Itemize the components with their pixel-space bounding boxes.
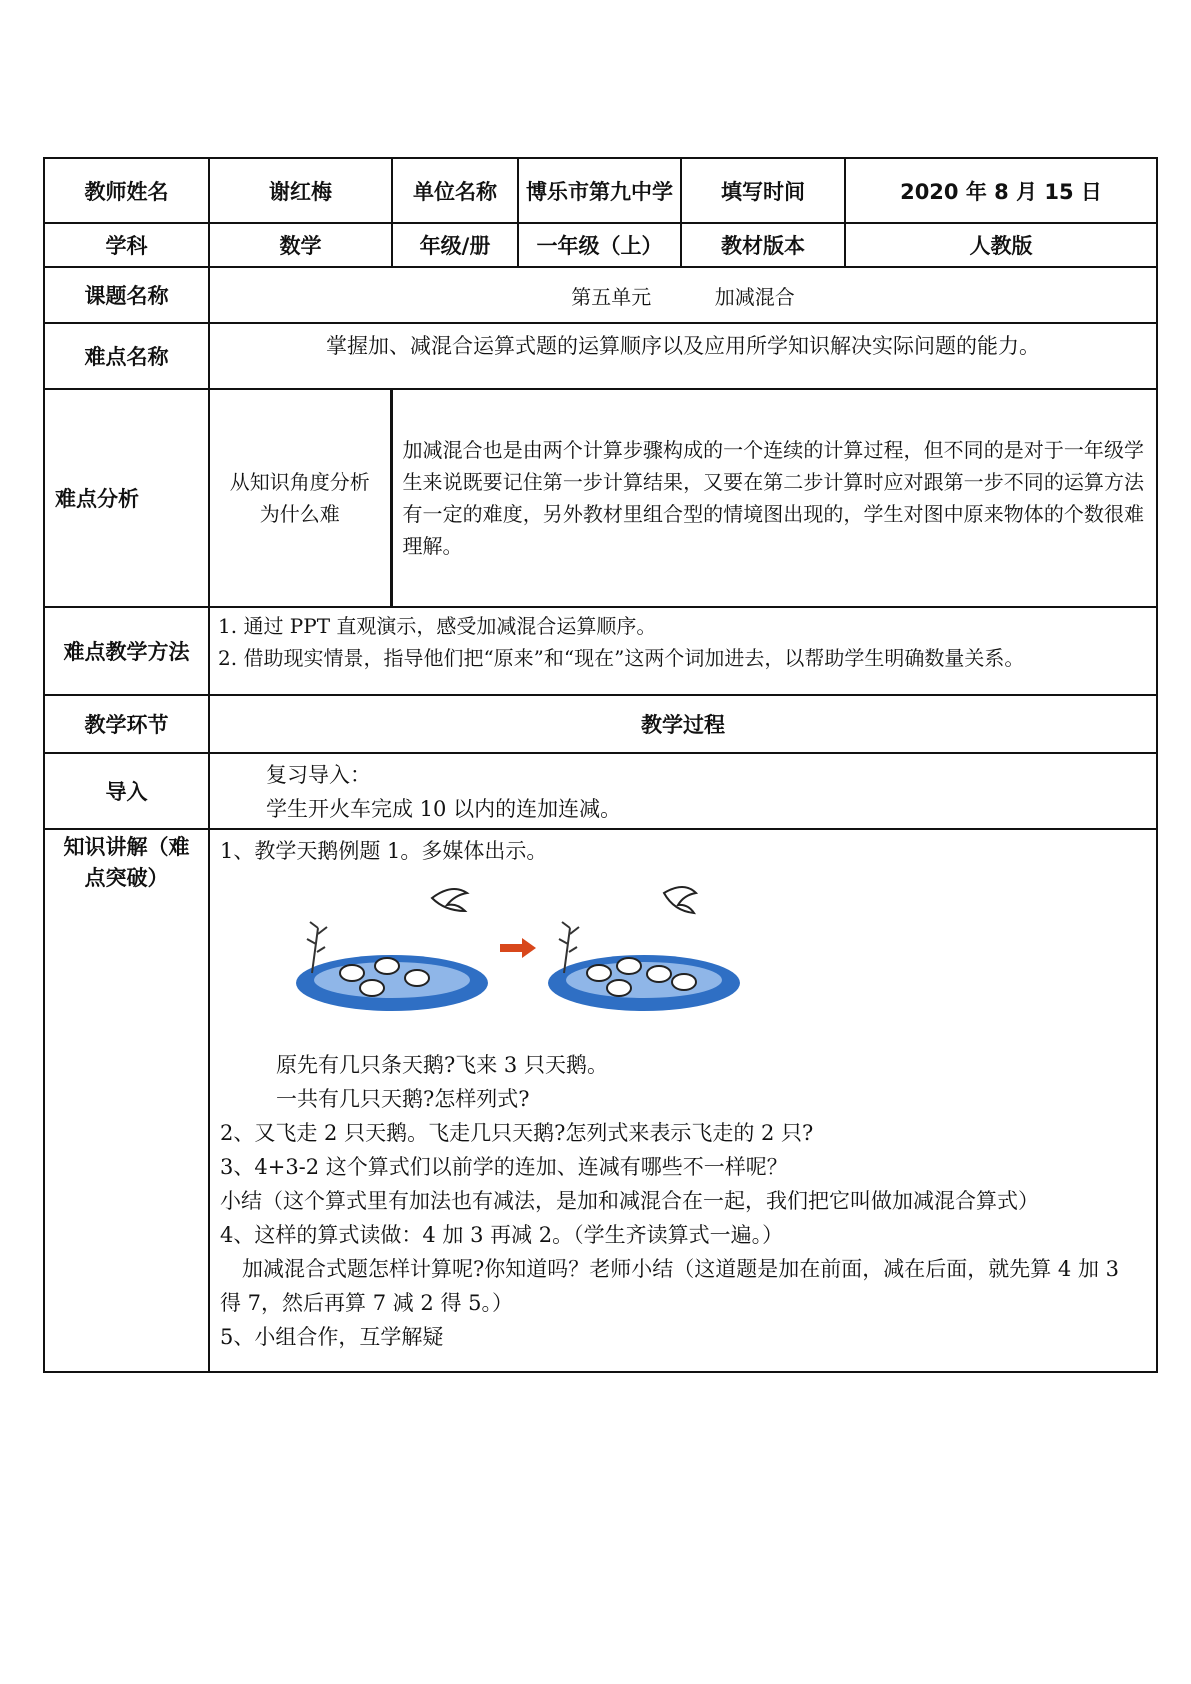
time-label: 填写时间 [681, 158, 845, 223]
analysis-sublabel: 从知识角度分析为什么难 [229, 470, 370, 526]
topic-label: 课题名称 [44, 267, 209, 323]
process-title: 教学过程 [209, 695, 1157, 753]
lecture-line-1: 1、教学天鹅例题 1。多媒体出示。 [220, 839, 548, 863]
subject-label: 学科 [44, 223, 209, 267]
intro-line-2: 学生开火车完成 10 以内的连加连减。 [266, 797, 622, 821]
lecture-summary: 小结（这个算式里有加法也有减法，是加和减混合在一起，我们把它叫做加减混合算式） [220, 1189, 1039, 1213]
lecture-question-1: 原先有几只条天鹅?飞来 3 只天鹅。 [276, 1053, 608, 1077]
unit-value: 博乐市第九中学 [518, 158, 681, 223]
intro-cell [209, 753, 1157, 829]
methods-label: 难点教学方法 [44, 607, 209, 695]
methods-item-2: 2. 借助现实情景，指导他们把“原来”和“现在”这两个词加进去，以帮助学生明确数量关系。 [218, 646, 1025, 670]
arrow-right-icon [498, 936, 538, 960]
analysis-cell [209, 389, 1157, 607]
lecture-question-2: 一共有几只天鹅?怎样列式? [276, 1087, 530, 1111]
grade-label: 年级/册 [392, 223, 518, 267]
topic-row [44, 267, 1157, 323]
lecture-line-4: 4、这样的算式读做：4 加 3 再减 2。（学生齐读算式一遍。） [220, 1223, 784, 1247]
difficulty-row [44, 323, 1157, 389]
methods-list [210, 610, 1156, 674]
lecture-line-2: 2、又飞走 2 只天鹅。飞走几只天鹅?怎列式来表示飞走的 2 只? [220, 1121, 814, 1145]
lecture-line-5: 5、小组合作，互学解疑 [220, 1325, 444, 1349]
header-row-1 [44, 158, 1157, 223]
grade-value: 一年级（上） [518, 223, 681, 267]
methods-row [44, 607, 1157, 695]
intro-line-1: 复习导入： [266, 763, 371, 787]
swan-illustration [220, 868, 1144, 1048]
swan-pond-after-icon [544, 878, 744, 1018]
teacher-value: 谢红梅 [209, 158, 392, 223]
lecture-label: 知识讲解（难点突破） [44, 829, 209, 1372]
edition-value: 人教版 [845, 223, 1157, 267]
difficulty-value: 掌握加、减混合运算式题的运算顺序以及应用所学知识解决实际问题的能力。 [209, 323, 1157, 389]
edition-label: 教材版本 [681, 223, 845, 267]
process-header-row [44, 695, 1157, 753]
lecture-calc: 加减混合式题怎样计算呢?你知道吗？老师小结（这道题是加在前面，减在后面，就先算 4 加 3 得 7，然后再算 7 减 2 得 5。） [220, 1257, 1120, 1315]
lecture-line-3: 3、4+3-2 这个算式们以前学的连加、连减有哪些不一样呢？ [220, 1155, 788, 1179]
difficulty-label: 难点名称 [44, 323, 209, 389]
lecture-row [44, 829, 1157, 1372]
swan-pond-before-icon [292, 878, 492, 1018]
analysis-label: 难点分析 [44, 389, 209, 607]
lesson-plan-sheet [43, 157, 1156, 1373]
methods-item-1: 1. 通过 PPT 直观演示，感受加减混合运算顺序。 [218, 614, 657, 638]
lecture-cell [209, 829, 1157, 1372]
intro-row [44, 753, 1157, 829]
subject-value: 数学 [209, 223, 392, 267]
header-row-2 [44, 223, 1157, 267]
teacher-label: 教师姓名 [44, 158, 209, 223]
methods-cell [209, 607, 1157, 695]
analysis-text: 加减混合也是由两个计算步骤构成的一个连续的计算过程，但不同的是对于一年级学生来说既要记住第一步计算结果，又要在第二步计算时应对跟第一步不同的运算方法有一定的难度，另外教材里组合型的情境图出现的，学生对图中原来物体的个数很难理解。 [391, 390, 1156, 606]
process-stage-label: 教学环节 [44, 695, 209, 753]
topic-value: 第五单元 加减混合 [209, 267, 1157, 323]
unit-label: 单位名称 [392, 158, 518, 223]
time-value: 2020 年 8 月 15 日 [845, 158, 1157, 223]
intro-label: 导入 [44, 753, 209, 829]
analysis-row [44, 389, 1157, 607]
analysis-inner [210, 390, 1156, 606]
lesson-plan-table [43, 157, 1158, 1373]
